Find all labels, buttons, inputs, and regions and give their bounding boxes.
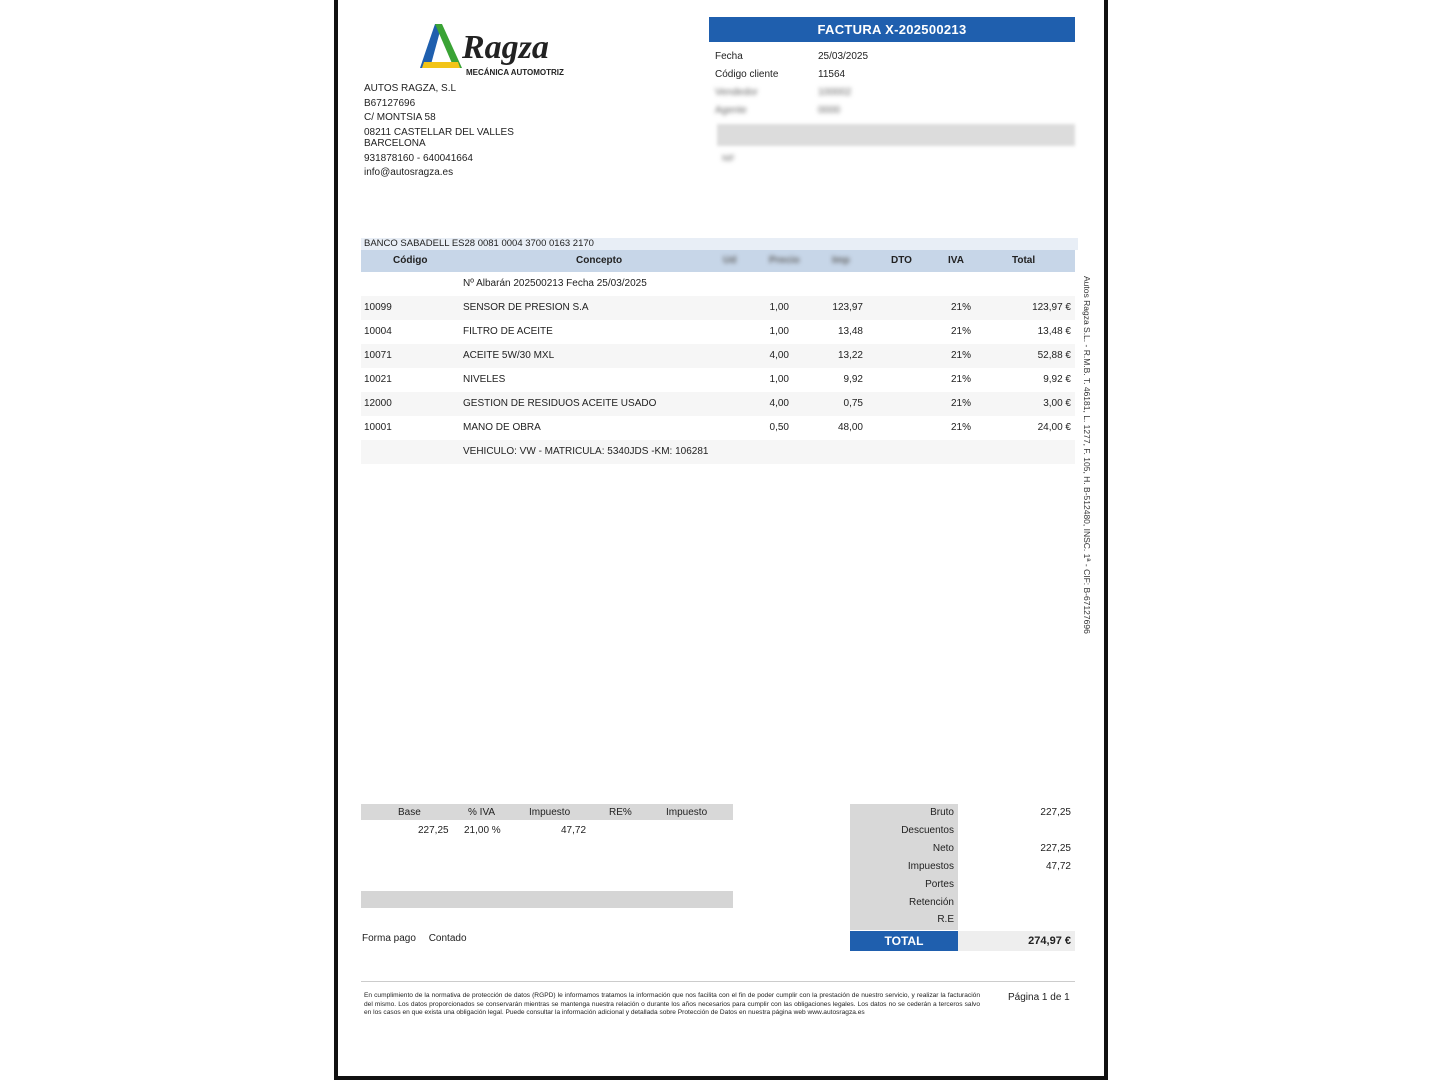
cell-total: 123,97 € [1032, 302, 1071, 313]
vehicle-text: VEHICULO: VW - MATRICULA: 5340JDS -KM: 106281 [463, 446, 709, 457]
invoice-title: FACTURA X-202500213 [709, 17, 1075, 42]
totals-label: Descuentos [901, 825, 954, 836]
lines-table-header [361, 250, 1075, 272]
tax-table-header [361, 804, 733, 820]
meta-row [715, 65, 938, 83]
footer-divider [361, 981, 1075, 982]
meta-label: Agente [715, 104, 747, 116]
totals-value [958, 894, 1075, 912]
company-logo [410, 18, 580, 82]
cell-codigo: 10001 [364, 422, 392, 433]
redacted-client-bar [717, 124, 1075, 146]
tax-header-impuesto: Impuesto [529, 807, 571, 818]
cell-codigo: 10099 [364, 302, 392, 313]
albaran-row [361, 272, 1075, 296]
tax-header-base: Base [398, 807, 421, 818]
tax-impuesto-value: 47,72 [561, 825, 587, 836]
table-row [361, 416, 1075, 440]
cell-iva: 21% [950, 350, 971, 361]
cell-iva: 21% [950, 326, 971, 337]
cell-precio: 123,97 [832, 302, 863, 313]
header-codigo: Código [393, 255, 428, 266]
tax-footer-bar [361, 891, 733, 908]
cell-precio: 9,92 [843, 374, 863, 385]
cell-precio: 48,00 [837, 422, 863, 433]
lines-table-body [361, 272, 1075, 464]
tax-header-re: RE% [609, 807, 632, 818]
cell-total: 13,48 € [1037, 326, 1071, 337]
company-email: info@autosragza.es [364, 167, 454, 178]
invoice-page [334, 0, 1108, 1080]
bank-account: BANCO SABADELL ES28 0081 0004 3700 0163 2170 [361, 238, 1078, 250]
company-street: C/ MONTSIA 58 [364, 112, 436, 123]
total-label: TOTAL [850, 931, 958, 951]
table-row [361, 320, 1075, 344]
cell-total: 3,00 € [1043, 398, 1071, 409]
header-total: Total [1012, 255, 1036, 266]
cell-codigo: 10021 [364, 374, 392, 385]
meta-label: Código cliente [715, 68, 779, 80]
cell-cantidad: 1,00 [769, 374, 789, 385]
totals-labels [850, 804, 958, 930]
meta-row [715, 101, 938, 119]
cell-cantidad: 1,00 [769, 326, 789, 337]
header-importe: Imp [832, 255, 850, 266]
meta-value: 0000 [818, 104, 841, 116]
totals-label: Bruto [930, 807, 954, 818]
totals-values [958, 804, 1075, 930]
cell-cantidad: 0,50 [769, 422, 789, 433]
registry-side-text: Autos Ragza S.L. - R.M.B. T. 46181, L. 1277, F. 105, H. B-512480, INSC. 1ª - CIF: B-67127696 [1082, 276, 1092, 634]
cell-codigo: 10004 [364, 326, 392, 337]
meta-label: Vendedor [715, 86, 758, 98]
meta-value: 25/03/2025 [818, 50, 869, 62]
cell-concepto: ACEITE 5W/30 MXL [463, 350, 555, 361]
cell-concepto: MANO DE OBRA [463, 422, 541, 433]
cell-iva: 21% [950, 398, 971, 409]
cell-concepto: SENSOR DE PRESION S.A [463, 302, 589, 313]
cell-iva: 21% [950, 374, 971, 385]
totals-label: Neto [932, 843, 954, 854]
table-row [361, 344, 1075, 368]
tax-header-impuesto-re: Impuesto [666, 807, 708, 818]
header-precio: Precio [769, 255, 800, 266]
cell-precio: 13,48 [837, 326, 863, 337]
company-name: AUTOS RAGZA, S.L [364, 83, 457, 94]
totals-value: 47,72 [1045, 861, 1071, 872]
totals-value [958, 822, 1075, 840]
totals-value: 227,25 [1040, 807, 1071, 818]
meta-label: Fecha [715, 50, 743, 62]
table-row [361, 296, 1075, 320]
payment-method [362, 933, 467, 944]
albaran-text: Nº Albarán 202500213 Fecha 25/03/2025 [463, 278, 647, 289]
totals-label: R.E [937, 914, 954, 925]
company-info [364, 82, 514, 181]
meta-row [715, 47, 938, 65]
legal-notice: En cumplimiento de la normativa de protección de datos (RGPD) le informamos tratamos la información que nos facilita con el fin de poder cumplir con la prestación de nuestro servicio, y realizar la facturación del mismo. Los datos proporcionados se conservarán mientras se mantenga nuestra relación o durante los años necesarios para cumplir con las obligaciones legales. Los datos no se cederán a terceros salvo en los casos en que exista una obligación legal. Puede consultar la información adicional y detallada sobre Protección de Datos en nuestra página web www.autosragza.es [364, 992, 980, 1016]
invoice-meta [715, 47, 938, 119]
vehicle-row [361, 440, 1075, 464]
cell-iva: 21% [950, 422, 971, 433]
table-row [361, 392, 1075, 416]
meta-value: 11564 [818, 68, 846, 80]
tax-header-iva: % IVA [468, 807, 496, 818]
cell-total: 9,92 € [1043, 374, 1071, 385]
header-concepto: Concepto [576, 255, 623, 266]
cell-concepto: FILTRO DE ACEITE [463, 326, 553, 337]
totals-value: 227,25 [1040, 843, 1071, 854]
total-amount-text: 274,97 € [1028, 935, 1071, 947]
cell-cantidad: 1,00 [769, 302, 789, 313]
header-dto: DTO [891, 255, 912, 266]
tax-base-value: 227,25 [418, 825, 449, 836]
cell-codigo: 10071 [364, 350, 392, 361]
cell-codigo: 12000 [364, 398, 392, 409]
payment-label: Forma pago [362, 933, 416, 944]
header-iva: IVA [948, 255, 964, 266]
totals-label: Impuestos [907, 861, 954, 872]
totals-value [958, 876, 1075, 894]
company-city: 08211 CASTELLAR DEL VALLES [364, 126, 514, 138]
cell-total: 24,00 € [1037, 422, 1071, 433]
company-province: BARCELONA [364, 138, 426, 149]
cell-concepto: NIVELES [463, 374, 506, 385]
cell-concepto: GESTION DE RESIDUOS ACEITE USADO [463, 398, 657, 409]
redacted-nif: NIF [722, 154, 735, 163]
totals-value [958, 912, 1075, 930]
cell-iva: 21% [950, 302, 971, 313]
tax-table-row [361, 822, 733, 838]
cell-precio: 13,22 [837, 350, 863, 361]
totals-label: Retención [908, 897, 954, 908]
svg-text:Ragza: Ragza [462, 29, 549, 66]
svg-text:MECÁNICA AUTOMOTRIZ: MECÁNICA AUTOMOTRIZ [466, 68, 564, 77]
cell-precio: 0,75 [843, 398, 863, 409]
tax-iva-value: 21,00 % [464, 825, 501, 836]
page-number: Página 1 de 1 [1008, 992, 1070, 1003]
cell-cantidad: 4,00 [769, 350, 789, 361]
cell-total: 52,88 € [1037, 350, 1071, 361]
company-phones: 931878160 - 640041664 [364, 152, 473, 164]
payment-value: Contado [428, 933, 467, 944]
total-amount [958, 931, 1075, 951]
header-cantidad: Ud [723, 255, 737, 266]
meta-row [715, 83, 938, 101]
company-cif: B67127696 [364, 97, 416, 109]
table-row [361, 368, 1075, 392]
meta-value: 100002 [818, 86, 852, 98]
cell-cantidad: 4,00 [769, 398, 789, 409]
totals-label: Portes [925, 879, 954, 890]
